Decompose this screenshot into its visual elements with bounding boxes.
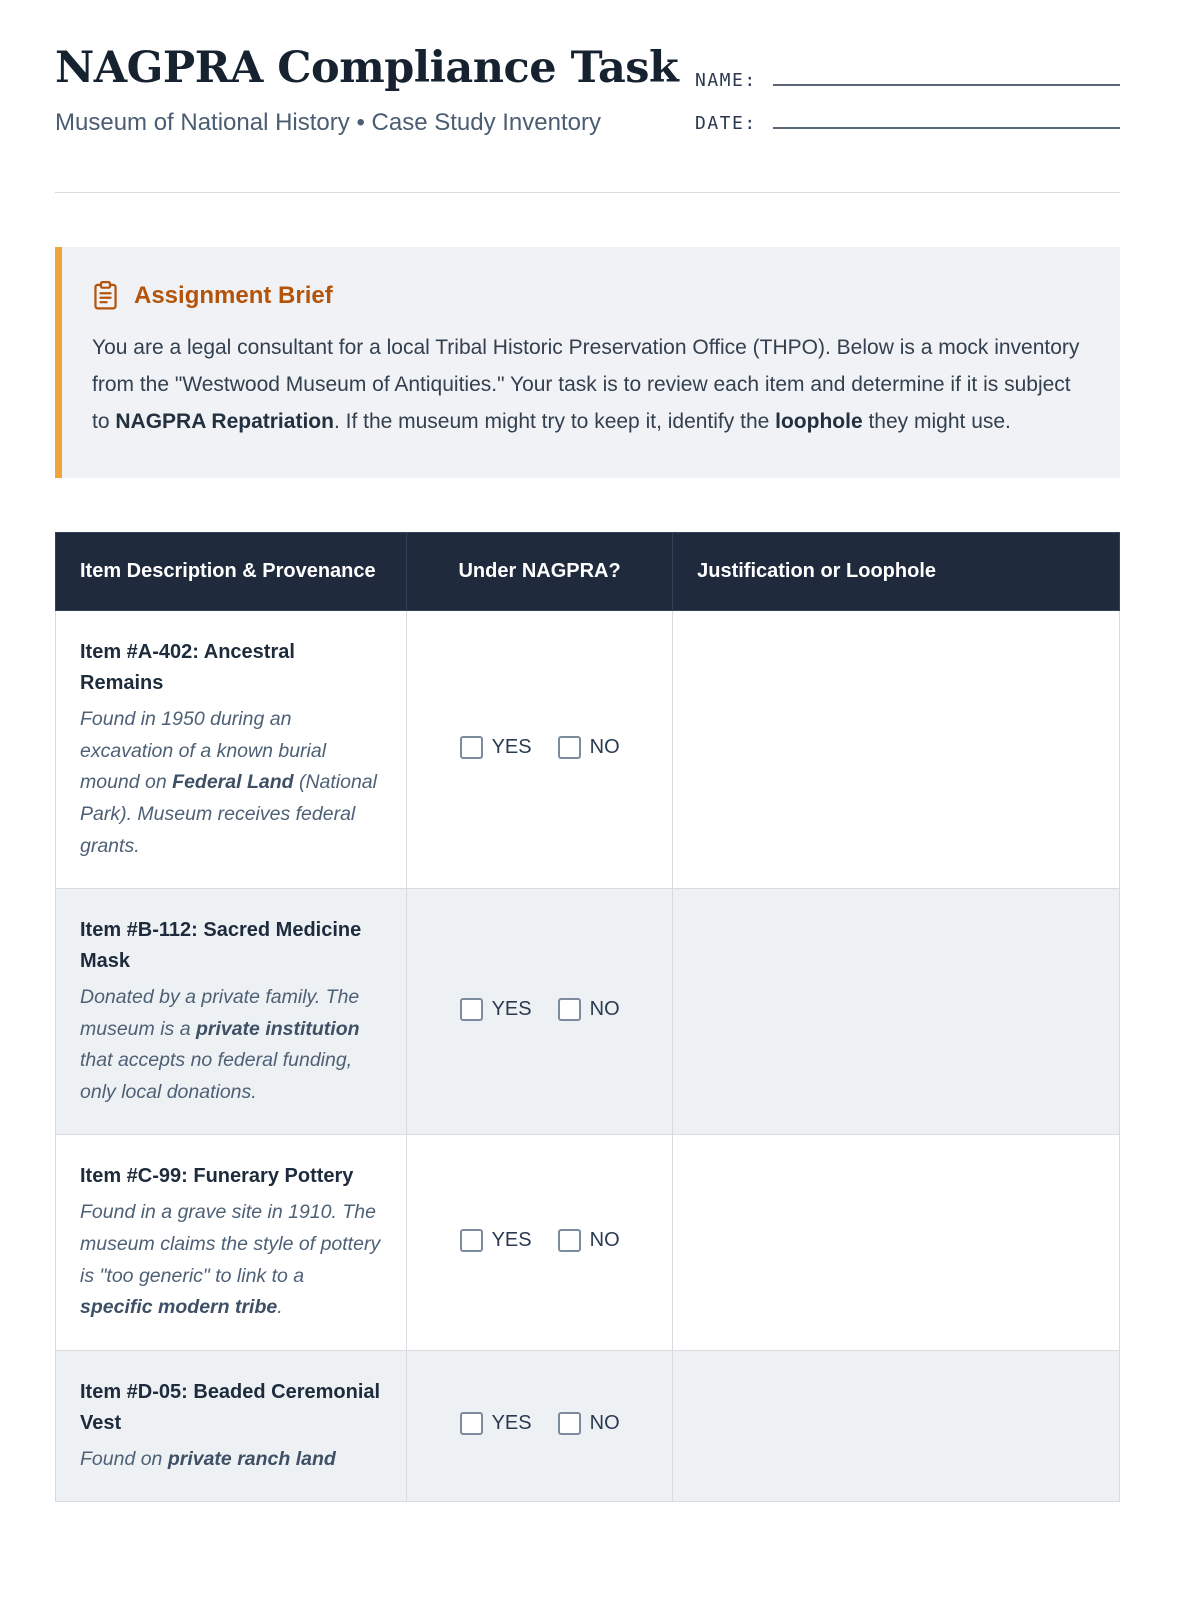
no-option[interactable]	[558, 1412, 620, 1435]
title-block	[55, 44, 678, 137]
no-checkbox[interactable]	[558, 998, 581, 1021]
item-description: Found in a grave site in 1910. The museum claims the style of pottery is "too generic" to link to a specific modern tribe.	[80, 1201, 381, 1319]
no-label: NO	[589, 735, 620, 758]
yes-checkbox[interactable]	[460, 998, 483, 1021]
assignment-brief-callout	[55, 247, 1120, 478]
brief-heading-row	[92, 281, 1086, 310]
page-subtitle: Museum of National History • Case Study Inventory	[55, 109, 601, 137]
no-label: NO	[589, 1412, 620, 1435]
column-header-under-nagpra: Under NAGPRA?	[407, 533, 673, 611]
inventory-table	[55, 532, 1120, 1502]
column-header-item-description: Item Description & Provenance	[56, 533, 407, 611]
justification-cell	[673, 1135, 1120, 1350]
yes-label: YES	[491, 1412, 532, 1435]
table-header-row	[56, 533, 1120, 611]
document-header	[55, 44, 1120, 156]
date-label: DATE:	[695, 113, 757, 134]
yes-option[interactable]	[460, 1229, 532, 1252]
yes-checkbox[interactable]	[460, 736, 483, 759]
column-header-justification: Justification or Loophole	[673, 533, 1120, 611]
no-option[interactable]	[558, 998, 620, 1021]
item-title: Item #C-99: Funerary Pottery	[80, 1165, 354, 1188]
name-label: NAME:	[695, 70, 757, 91]
page-title: NAGPRA Compliance Task	[55, 43, 679, 93]
yes-label: YES	[491, 1228, 532, 1251]
table-head	[56, 533, 1120, 611]
item-cell	[56, 1135, 407, 1350]
no-option[interactable]	[558, 1229, 620, 1252]
table-row	[56, 1350, 1120, 1502]
under-nagpra-cell	[407, 1350, 673, 1502]
item-cell	[56, 1350, 407, 1502]
item-cell	[56, 611, 407, 889]
item-description: Found on private ranch land	[80, 1447, 336, 1470]
no-label: NO	[589, 997, 620, 1020]
yes-label: YES	[491, 997, 532, 1020]
yes-option[interactable]	[460, 736, 532, 759]
name-blank-line	[773, 74, 1120, 86]
clipboard-icon	[92, 281, 119, 310]
table-row	[56, 1135, 1120, 1350]
yes-checkbox[interactable]	[460, 1412, 483, 1435]
name-field	[695, 70, 1120, 91]
date-field	[695, 113, 1120, 134]
table-row	[56, 889, 1120, 1135]
item-cell	[56, 889, 407, 1135]
under-nagpra-cell	[407, 1135, 673, 1350]
justification-cell	[673, 889, 1120, 1135]
no-checkbox[interactable]	[558, 736, 581, 759]
date-blank-line	[773, 117, 1120, 129]
item-description: Found in 1950 during an excavation of a known burial mound on Federal Land (National Park). Museum receives federal grants.	[80, 708, 377, 857]
item-title: Item #B-112: Sacred Medicine Mask	[80, 919, 362, 973]
yes-option[interactable]	[460, 998, 532, 1021]
justification-cell	[673, 1350, 1120, 1502]
inventory-table-body	[56, 611, 1120, 1502]
name-date-block	[695, 70, 1120, 156]
under-nagpra-cell	[407, 889, 673, 1135]
table-row	[56, 611, 1120, 889]
brief-heading: Assignment Brief	[134, 281, 333, 309]
no-label: NO	[589, 1228, 620, 1251]
item-title: Item #A-402: Ancestral Remains	[80, 641, 295, 695]
header-divider	[55, 192, 1120, 193]
under-nagpra-cell	[407, 611, 673, 889]
brief-paragraph: You are a legal consultant for a local Tribal Historic Preservation Office (THPO). Below is a mock inventory from the "Westwood Museum of Antiquities." Your task is to review each item and determine if it is subject to NAGPRA Repatriation. If the museum might try to keep it, identify the loophole they might use.	[92, 336, 1080, 433]
item-title: Item #D-05: Beaded Ceremonial Vest	[80, 1380, 381, 1434]
justification-cell	[673, 611, 1120, 889]
no-checkbox[interactable]	[558, 1412, 581, 1435]
no-option[interactable]	[558, 736, 620, 759]
yes-option[interactable]	[460, 1412, 532, 1435]
yes-checkbox[interactable]	[460, 1229, 483, 1252]
item-description: Donated by a private family. The museum is a private institution that accepts no federal funding, only local donations.	[80, 986, 360, 1103]
yes-label: YES	[491, 735, 532, 758]
no-checkbox[interactable]	[558, 1229, 581, 1252]
